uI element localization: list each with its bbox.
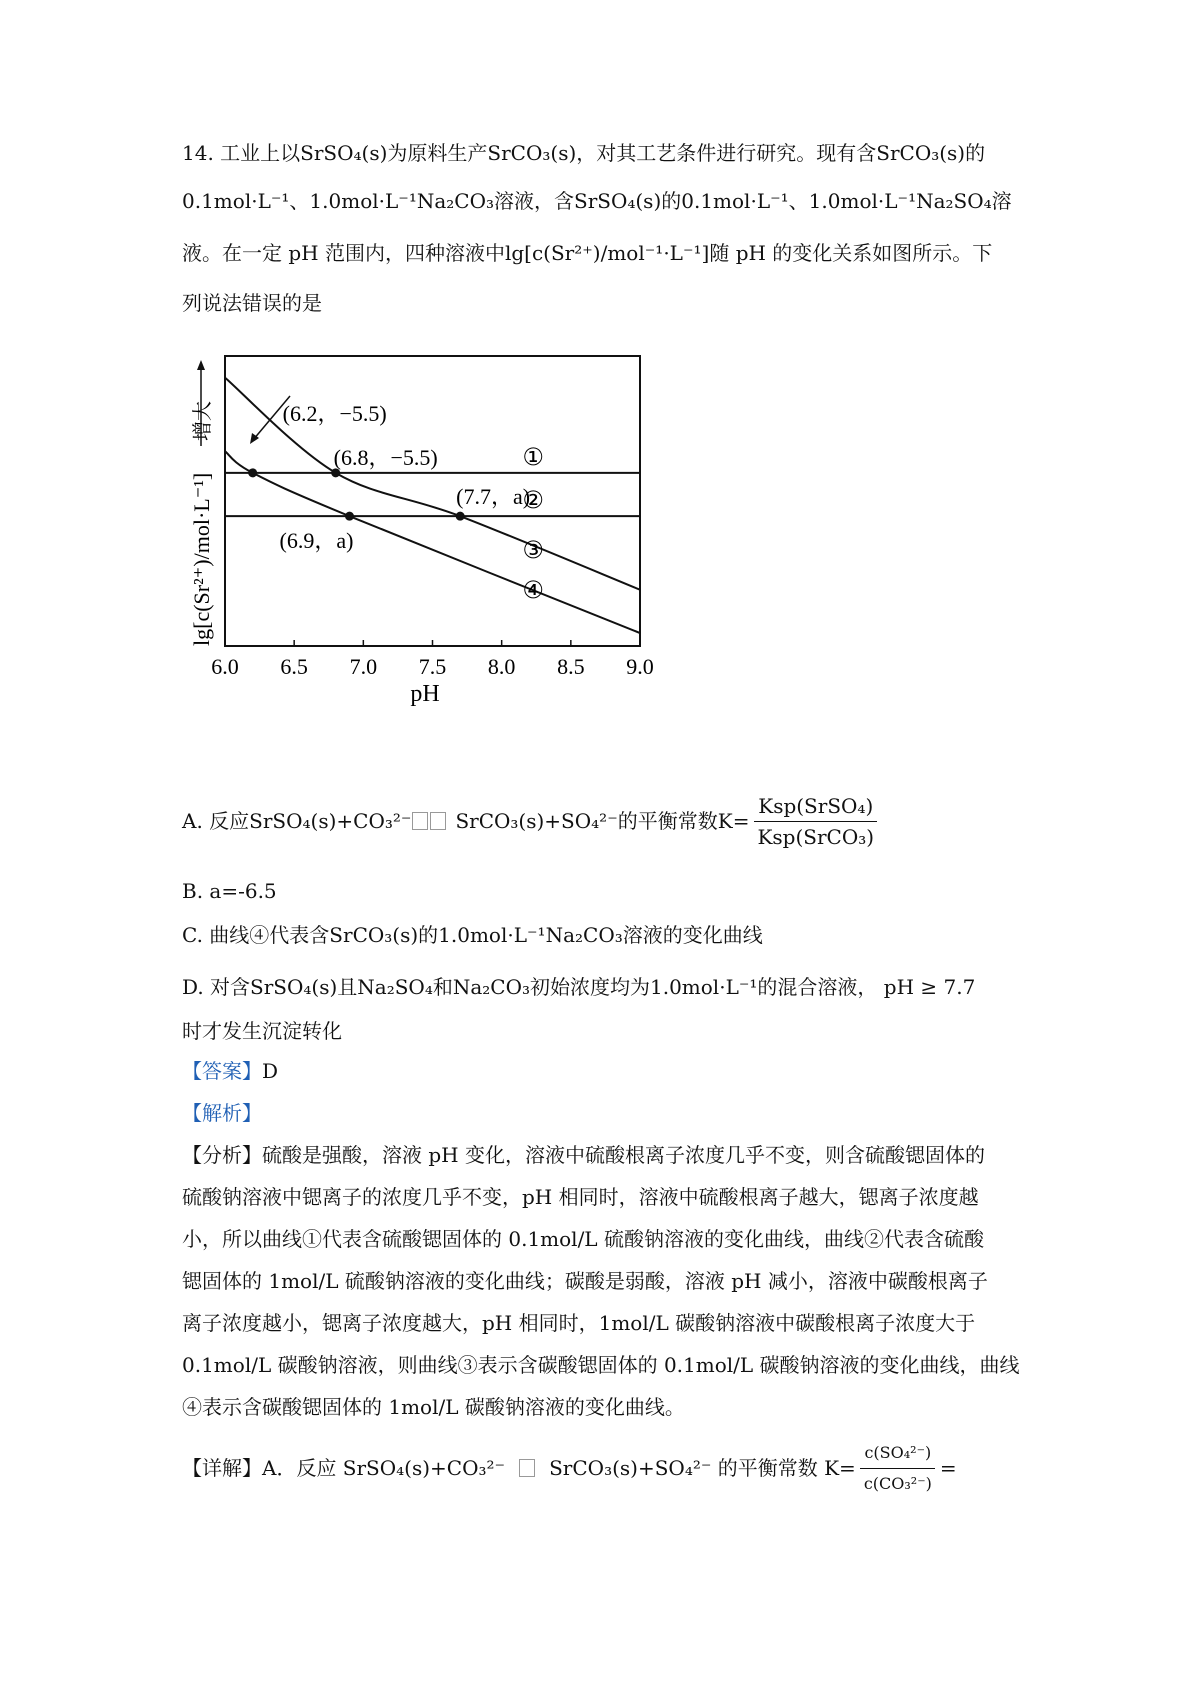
analysis-line-4: 锶固体的 1mol/L 硫酸钠溶液的变化曲线；碳酸是弱酸，溶液 pH 减小，溶液中碳酸根离子 (182, 1269, 988, 1293)
x-tick-label: 6.5 (280, 654, 308, 679)
x-tick-label: 8.5 (557, 654, 585, 679)
question-line-2: 0.1mol·L⁻¹、1.0mol·L⁻¹Na₂CO₃溶液，含SrSO₄(s)的0.1mol·L⁻¹、1.0mol·L⁻¹Na₂SO₄溶 (182, 189, 1012, 213)
chart-series-labels (522, 443, 544, 604)
x-axis-label: pH (410, 681, 440, 707)
y-axis-arrow-head (197, 360, 205, 370)
option-d-line-1: D. 对含SrSO₄(s)且Na₂SO₄和Na₂CO₃初始浓度均为1.0mol·L⁻¹的混合溶液， pH ≥ 7.7 (182, 975, 976, 999)
option-c: C. 曲线④代表含SrCO₃(s)的1.0mol·L⁻¹Na₂CO₃溶液的变化曲线 (182, 923, 763, 947)
data-point (248, 468, 257, 477)
question-line-4: 列说法错误的是 (182, 291, 322, 315)
analysis-label: 【分析】 (182, 1143, 262, 1167)
detail-text-2: SrCO₃(s)+SO₄²⁻ 的平衡常数 K= (549, 1456, 856, 1480)
data-point (456, 512, 465, 521)
answer-label: 【答案】 (182, 1059, 262, 1083)
analysis-line-2: 硫酸钠溶液中锶离子的浓度几乎不变，pH 相同时，溶液中硫酸根离子越大，锶离子浓度越 (182, 1185, 979, 1209)
analysis-line-6: 0.1mol/L 碳酸钠溶液，则曲线③表示含碳酸锶固体的 0.1mol/L 碳酸钠溶液的变化曲线，曲线 (182, 1353, 1020, 1377)
option-a-prefix: A. 反应SrSO₄(s)+CO₃²⁻ (182, 809, 412, 833)
detail-denominator: c(CO₃²⁻) (863, 1473, 932, 1493)
equilibrium-arrow-icon (412, 812, 428, 830)
analysis-line-3: 小，所以曲线①代表含硫酸锶固体的 0.1mol/L 硫酸钠溶液的变化曲线，曲线②代表含硫酸 (182, 1227, 984, 1251)
answer-line (182, 1056, 1062, 1086)
x-tick-label: 6.0 (211, 654, 239, 679)
detail-line (182, 1440, 1062, 1496)
analysis-line-1 (182, 1140, 1062, 1170)
y-axis-arrow-label: 增大 (190, 401, 214, 441)
detail-equals: = (939, 1456, 957, 1480)
option-d-line-2: 时才发生沉淀转化 (182, 1019, 342, 1043)
series-label-3: ③ (522, 536, 544, 565)
option-b: B. a=-6.5 (182, 879, 277, 903)
equilibrium-arrow-icon-3 (519, 1459, 535, 1477)
option-a-numerator: Ksp(SrSO₄) (754, 793, 877, 822)
data-point-label: (6.8，−5.5) (333, 444, 438, 470)
y-axis-label: lg[c(Sr²⁺)/mol·L⁻¹] (189, 472, 214, 646)
detail-text-1: A．反应 SrSO₄(s)+CO₃²⁻ (262, 1456, 506, 1480)
x-tick-label: 7.0 (349, 654, 378, 679)
data-point-label: (6.9，a) (279, 528, 354, 554)
option-a-fraction (753, 793, 878, 850)
x-tick-label: 9.0 (626, 654, 654, 679)
detail-numerator: c(SO₄²⁻) (860, 1440, 935, 1469)
solubility-chart (189, 356, 755, 776)
option-a-denominator: Ksp(SrCO₃) (757, 824, 875, 849)
answer-value: D (262, 1059, 279, 1083)
x-tick-label: 7.5 (418, 654, 447, 679)
series-label-4: ④ (522, 576, 544, 605)
detail-fraction (860, 1440, 936, 1497)
detail-label: 【详解】 (182, 1456, 262, 1480)
data-point-label: (7.7，a) (456, 484, 531, 510)
series-label-1: ① (522, 442, 544, 471)
chart-svg (189, 356, 755, 776)
question-line-3: 液。在一定 pH 范围内，四种溶液中lg[c(Sr²⁺)/mol⁻¹·L⁻¹]随 pH 的变化关系如图所示。下 (182, 241, 993, 265)
analysis-text-1: 硫酸是强酸，溶液 pH 变化，溶液中硫酸根离子浓度几乎不变，则含硫酸锶固体的 (262, 1143, 985, 1167)
analysis-header: 【解析】 (182, 1101, 262, 1125)
option-a (182, 793, 1062, 849)
x-tick-label: 8.0 (487, 654, 516, 679)
data-point (345, 512, 354, 521)
series-label-2: ② (522, 486, 544, 515)
question-line-1: 14. 工业上以SrSO₄(s)为原料生产SrCO₃(s)，对其工艺条件进行研究。现有含SrCO₃(s)的 (182, 141, 986, 165)
data-point-label: (6.2，−5.5) (282, 400, 387, 426)
analysis-line-7: ④表示含碳酸锶固体的 1mol/L 碳酸钠溶液的变化曲线。 (182, 1395, 685, 1419)
equilibrium-arrow-icon-2 (430, 812, 446, 830)
analysis-line-5: 离子浓度越小，锶离子浓度越大，pH 相同时，1mol/L 碳酸钠溶液中碳酸根离子浓度大于 (182, 1311, 976, 1335)
option-a-mid: SrCO₃(s)+SO₄²⁻的平衡常数K= (455, 809, 750, 833)
